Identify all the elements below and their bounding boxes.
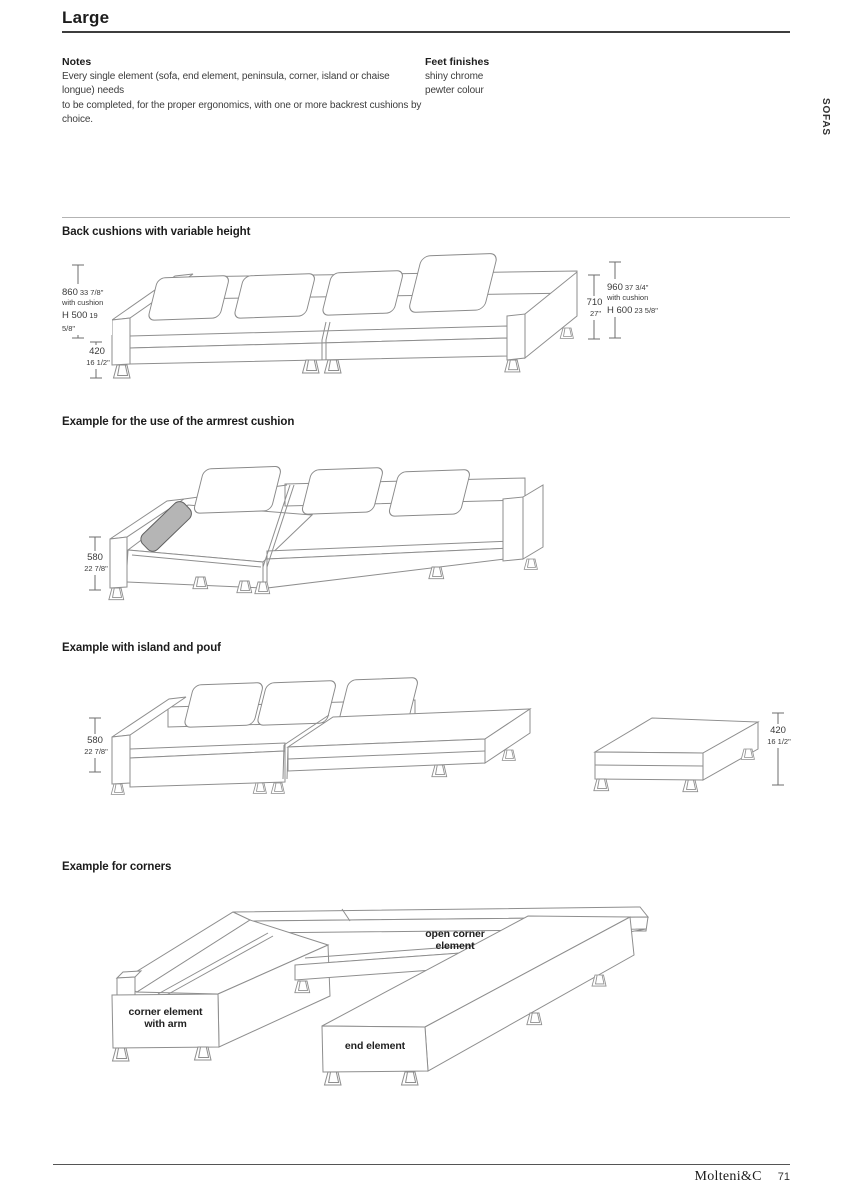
dimension-580-island: 580 22 7/8" (81, 734, 109, 758)
footer (53, 1169, 790, 1185)
section2-heading: Example for the use of the armrest cushion (62, 416, 295, 428)
section3-heading: Example with island and pouf (62, 642, 221, 654)
section4-heading: Example for corners (62, 861, 172, 873)
header-rule (62, 31, 790, 33)
dimension-420: 420 16 1/2" (84, 345, 110, 369)
feet-finishes-line2: pewter colour (425, 85, 484, 96)
brand-logo: Molteni&C (694, 1169, 762, 1184)
sofa-diagram-armrest-cushion (80, 455, 600, 605)
side-tab-sofas (820, 98, 836, 142)
feet-finishes-line1: shiny chrome (425, 70, 484, 82)
dimension-580: 580 22 7/8" (81, 551, 109, 575)
section1-heading: Back cushions with variable height (62, 226, 251, 238)
footer-rule (53, 1164, 790, 1165)
section-rule (62, 217, 790, 218)
label-end-element: end element (344, 1040, 406, 1052)
notes-line2: to be completed, for the proper ergonomics, with one or more backrest cushions by choice. (62, 99, 422, 125)
notes-heading: Notes (62, 56, 92, 68)
notes-block (62, 55, 422, 128)
label-open-corner-element: open corner element (425, 928, 485, 952)
dimension-860: 860 33 7/8" with cushion H 500 19 5/8" (62, 284, 112, 335)
dimension-960: 960 37 3/4" with cushion H 600 23 5/8" (607, 279, 663, 317)
feet-finishes-block (425, 55, 565, 99)
sofa-diagram-variable-height (60, 248, 680, 393)
sofa-diagram-corners (100, 895, 660, 1095)
sofa-diagram-island-pouf (80, 655, 820, 805)
feet-finishes-heading: Feet finishes (425, 56, 490, 68)
page-number: 71 (777, 1171, 790, 1183)
label-corner-element-with-arm: corner element with arm (128, 1006, 203, 1030)
dimension-710: 710 27" (583, 296, 606, 320)
side-tab-label: SOFAS (820, 98, 831, 136)
page-title: Large (62, 8, 110, 27)
notes-line1: Every single element (sofa, end element, peninsula, corner, island or chaise longue) needs (62, 70, 390, 96)
dimension-420-pouf: 420 16 1/2" (765, 724, 791, 748)
